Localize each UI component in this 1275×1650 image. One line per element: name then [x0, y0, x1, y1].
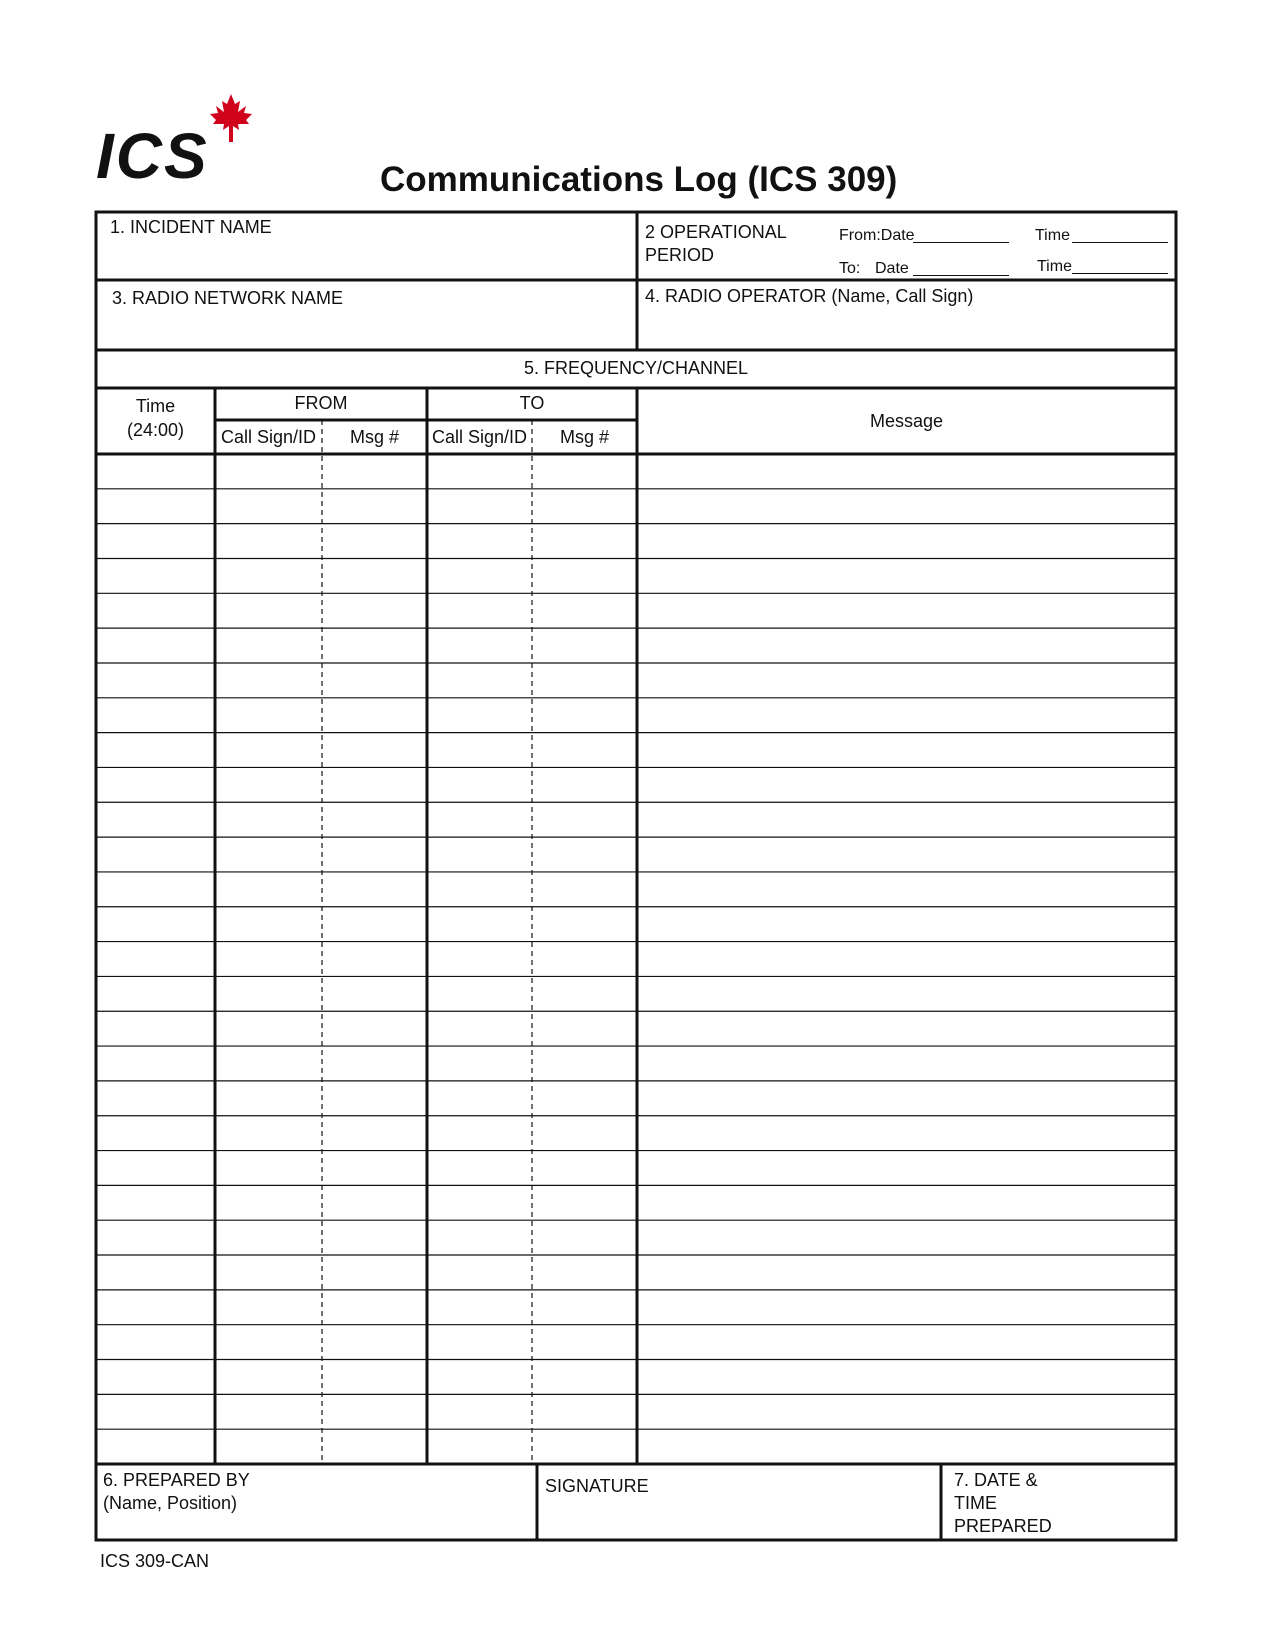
to-call-sign-cell[interactable]	[429, 1327, 530, 1358]
to-msg-num-cell[interactable]	[534, 595, 635, 626]
to-date-label: Date	[875, 260, 909, 277]
to-call-sign-cell[interactable]	[429, 560, 530, 591]
time-cell[interactable]	[98, 1083, 213, 1114]
time-cell[interactable]	[98, 1396, 213, 1427]
from-msg-num-cell[interactable]	[324, 491, 425, 522]
from-msg-num-cell[interactable]	[324, 769, 425, 800]
from-call-sign-cell[interactable]	[217, 1187, 320, 1218]
to-msg-num-cell[interactable]	[534, 909, 635, 940]
radio-operator-field[interactable]	[642, 310, 1172, 346]
from-msg-num-cell[interactable]	[324, 1327, 425, 1358]
to-msg-num-cell[interactable]	[534, 526, 635, 557]
to-call-sign-header: Call Sign/ID	[431, 427, 528, 447]
time-cell[interactable]	[98, 874, 213, 905]
time-cell[interactable]	[98, 909, 213, 940]
time-cell[interactable]	[98, 526, 213, 557]
to-call-sign-cell[interactable]	[429, 630, 530, 661]
logo-text: ICS	[96, 120, 209, 192]
from-call-sign-cell[interactable]	[217, 804, 320, 835]
to-call-sign-cell[interactable]	[429, 665, 530, 696]
message-cell[interactable]	[639, 874, 1173, 905]
from-call-sign-cell[interactable]	[217, 1362, 320, 1393]
from-msg-num-cell[interactable]	[324, 1292, 425, 1323]
maple-leaf-icon	[208, 92, 254, 144]
to-msg-num-cell[interactable]	[534, 1118, 635, 1149]
message-cell[interactable]	[639, 839, 1173, 870]
time-cell[interactable]	[98, 735, 213, 766]
to-msg-num-cell[interactable]	[534, 804, 635, 835]
from-msg-num-cell[interactable]	[324, 1083, 425, 1114]
from-call-sign-cell[interactable]	[217, 665, 320, 696]
from-time-label: Time	[1035, 227, 1070, 244]
from-msg-num-cell[interactable]	[324, 804, 425, 835]
from-header: FROM	[294, 393, 348, 413]
from-msg-num-cell[interactable]	[324, 526, 425, 557]
incident-name-label: 1. INCIDENT NAME	[110, 217, 272, 237]
from-call-sign-cell[interactable]	[217, 1292, 320, 1323]
operational-period-label-line2: PERIOD	[645, 245, 715, 265]
to-date-blank[interactable]	[913, 274, 1009, 276]
to-msg-num-cell[interactable]	[534, 944, 635, 975]
time-cell[interactable]	[98, 1153, 213, 1184]
message-cell[interactable]	[639, 1396, 1173, 1427]
from-call-sign-cell[interactable]	[217, 909, 320, 940]
to-msg-num-cell[interactable]	[534, 839, 635, 870]
message-cell[interactable]	[639, 665, 1173, 696]
time-header: Time	[135, 396, 176, 416]
from-msg-num-cell[interactable]	[324, 1431, 425, 1462]
from-msg-num-cell[interactable]	[324, 1048, 425, 1079]
from-call-sign-header: Call Sign/ID	[220, 427, 317, 447]
to-call-sign-cell[interactable]	[429, 526, 530, 557]
message-cell[interactable]	[639, 560, 1173, 591]
time-cell[interactable]	[98, 1327, 213, 1358]
to-call-sign-cell[interactable]	[429, 1362, 530, 1393]
from-call-sign-cell[interactable]	[217, 700, 320, 731]
to-msg-num-cell[interactable]	[534, 491, 635, 522]
from-date-blank[interactable]	[913, 241, 1009, 243]
message-cell[interactable]	[639, 1118, 1173, 1149]
time-cell[interactable]	[98, 944, 213, 975]
from-msg-num-cell[interactable]	[324, 839, 425, 870]
operational-period-label-line1: 2 OPERATIONAL	[645, 222, 787, 242]
time-cell[interactable]	[98, 839, 213, 870]
message-cell[interactable]	[639, 595, 1173, 626]
from-msg-num-cell[interactable]	[324, 909, 425, 940]
to-call-sign-cell[interactable]	[429, 839, 530, 870]
message-cell[interactable]	[639, 1257, 1173, 1288]
time-cell[interactable]	[98, 978, 213, 1009]
message-cell[interactable]	[639, 491, 1173, 522]
from-msg-num-cell[interactable]	[324, 456, 425, 487]
to-call-sign-cell[interactable]	[429, 874, 530, 905]
to-header: TO	[519, 393, 545, 413]
from-msg-num-cell[interactable]	[324, 1222, 425, 1253]
prepared-by-sublabel: (Name, Position)	[103, 1493, 238, 1513]
to-msg-num-cell[interactable]	[534, 1431, 635, 1462]
from-msg-num-cell[interactable]	[324, 874, 425, 905]
from-msg-num-cell[interactable]	[324, 944, 425, 975]
form-code: ICS 309-CAN	[100, 1551, 210, 1571]
from-msg-num-cell[interactable]	[324, 560, 425, 591]
time-cell[interactable]	[98, 1257, 213, 1288]
to-call-sign-cell[interactable]	[429, 1292, 530, 1323]
to-msg-num-cell[interactable]	[534, 1222, 635, 1253]
to-time-blank[interactable]	[1072, 272, 1168, 274]
message-cell[interactable]	[639, 630, 1173, 661]
radio-network-label: 3. RADIO NETWORK NAME	[112, 288, 344, 308]
message-cell[interactable]	[639, 909, 1173, 940]
time-cell[interactable]	[98, 1431, 213, 1462]
to-msg-num-cell[interactable]	[534, 874, 635, 905]
from-msg-num-cell[interactable]	[324, 1118, 425, 1149]
from-msg-num-cell[interactable]	[324, 735, 425, 766]
to-call-sign-cell[interactable]	[429, 978, 530, 1009]
signature-field[interactable]	[545, 1500, 935, 1536]
to-msg-num-cell[interactable]	[534, 1013, 635, 1044]
to-call-sign-cell[interactable]	[429, 1083, 530, 1114]
to-label: To:	[839, 260, 861, 277]
from-msg-num-cell[interactable]	[324, 978, 425, 1009]
from-msg-num-cell[interactable]	[324, 665, 425, 696]
from-call-sign-cell[interactable]	[217, 560, 320, 591]
ics-logo	[96, 92, 266, 192]
from-msg-num-cell[interactable]	[324, 595, 425, 626]
from-call-sign-cell[interactable]	[217, 1257, 320, 1288]
to-call-sign-cell[interactable]	[429, 595, 530, 626]
to-msg-num-cell[interactable]	[534, 1083, 635, 1114]
time-cell[interactable]	[98, 1118, 213, 1149]
time-cell[interactable]	[98, 1222, 213, 1253]
from-msg-num-cell[interactable]	[324, 630, 425, 661]
signature-label: SIGNATURE	[545, 1476, 649, 1496]
to-msg-num-cell[interactable]	[534, 1327, 635, 1358]
from-call-sign-cell[interactable]	[217, 1222, 320, 1253]
from-call-sign-cell[interactable]	[217, 1083, 320, 1114]
from-msg-num-cell[interactable]	[324, 1362, 425, 1393]
from-call-sign-cell[interactable]	[217, 1013, 320, 1044]
to-call-sign-cell[interactable]	[429, 909, 530, 940]
message-cell[interactable]	[639, 1153, 1173, 1184]
to-call-sign-cell[interactable]	[429, 1257, 530, 1288]
from-msg-num-cell[interactable]	[324, 1396, 425, 1427]
to-msg-num-cell[interactable]	[534, 735, 635, 766]
message-cell[interactable]	[639, 1292, 1173, 1323]
time-cell[interactable]	[98, 1362, 213, 1393]
from-msg-num-cell[interactable]	[324, 1013, 425, 1044]
time-cell[interactable]	[98, 665, 213, 696]
date-time-prepared-label-2: TIME	[954, 1493, 997, 1513]
message-cell[interactable]	[639, 1013, 1173, 1044]
to-msg-num-header: Msg #	[559, 427, 610, 447]
date-time-prepared-label-3: PREPARED	[954, 1516, 1052, 1536]
time-cell[interactable]	[98, 1048, 213, 1079]
to-call-sign-cell[interactable]	[429, 1118, 530, 1149]
from-call-sign-cell[interactable]	[217, 944, 320, 975]
from-msg-num-cell[interactable]	[324, 1257, 425, 1288]
to-msg-num-cell[interactable]	[534, 560, 635, 591]
message-cell[interactable]	[639, 735, 1173, 766]
time-cell[interactable]	[98, 1013, 213, 1044]
time-cell[interactable]	[98, 804, 213, 835]
time-cell[interactable]	[98, 1187, 213, 1218]
to-call-sign-cell[interactable]	[429, 1187, 530, 1218]
message-cell[interactable]	[639, 944, 1173, 975]
from-call-sign-cell[interactable]	[217, 874, 320, 905]
from-msg-num-cell[interactable]	[324, 1153, 425, 1184]
time-cell[interactable]	[98, 491, 213, 522]
to-msg-num-cell[interactable]	[534, 769, 635, 800]
to-call-sign-cell[interactable]	[429, 700, 530, 731]
time-cell[interactable]	[98, 769, 213, 800]
from-date-label: From:Date	[839, 227, 915, 244]
time-cell[interactable]	[98, 630, 213, 661]
to-call-sign-cell[interactable]	[429, 1153, 530, 1184]
radio-network-field[interactable]	[100, 310, 630, 346]
time-cell[interactable]	[98, 560, 213, 591]
radio-operator-label: 4. RADIO OPERATOR (Name, Call Sign)	[645, 286, 974, 306]
from-call-sign-cell[interactable]	[217, 1396, 320, 1427]
message-cell[interactable]	[639, 978, 1173, 1009]
to-msg-num-cell[interactable]	[534, 1187, 635, 1218]
from-call-sign-cell[interactable]	[217, 839, 320, 870]
from-msg-num-cell[interactable]	[324, 1187, 425, 1218]
page-title: Communications Log (ICS 309)	[380, 160, 898, 199]
time-cell[interactable]	[98, 700, 213, 731]
prepared-by-label: 6. PREPARED BY	[103, 1470, 250, 1490]
time-format-header: (24:00)	[126, 420, 185, 440]
to-msg-num-cell[interactable]	[534, 1292, 635, 1323]
date-time-prepared-label-1: 7. DATE &	[954, 1470, 1038, 1490]
date-time-prepared-field[interactable]	[1040, 1470, 1170, 1534]
time-cell[interactable]	[98, 456, 213, 487]
message-cell[interactable]	[639, 526, 1173, 557]
to-call-sign-cell[interactable]	[429, 769, 530, 800]
to-call-sign-cell[interactable]	[429, 804, 530, 835]
message-cell[interactable]	[639, 1083, 1173, 1114]
from-call-sign-cell[interactable]	[217, 735, 320, 766]
to-msg-num-cell[interactable]	[534, 1257, 635, 1288]
message-cell[interactable]	[639, 700, 1173, 731]
from-call-sign-cell[interactable]	[217, 630, 320, 661]
from-call-sign-cell[interactable]	[217, 456, 320, 487]
to-call-sign-cell[interactable]	[429, 1396, 530, 1427]
message-header: Message	[869, 411, 944, 431]
frequency-channel-label: 5. FREQUENCY/CHANNEL	[523, 358, 749, 378]
from-call-sign-cell[interactable]	[217, 769, 320, 800]
to-msg-num-cell[interactable]	[534, 1153, 635, 1184]
to-call-sign-cell[interactable]	[429, 1048, 530, 1079]
message-cell[interactable]	[639, 1327, 1173, 1358]
from-call-sign-cell[interactable]	[217, 491, 320, 522]
message-cell[interactable]	[639, 804, 1173, 835]
from-call-sign-cell[interactable]	[217, 526, 320, 557]
to-msg-num-cell[interactable]	[534, 700, 635, 731]
message-cell[interactable]	[639, 1222, 1173, 1253]
to-call-sign-cell[interactable]	[429, 456, 530, 487]
to-msg-num-cell[interactable]	[534, 1396, 635, 1427]
to-msg-num-cell[interactable]	[534, 456, 635, 487]
message-cell[interactable]	[639, 1187, 1173, 1218]
to-time-label: Time	[1037, 258, 1072, 275]
to-msg-num-cell[interactable]	[534, 665, 635, 696]
to-call-sign-cell[interactable]	[429, 944, 530, 975]
from-call-sign-cell[interactable]	[217, 1431, 320, 1462]
from-time-blank[interactable]	[1072, 241, 1168, 243]
from-msg-num-header: Msg #	[349, 427, 400, 447]
from-call-sign-cell[interactable]	[217, 978, 320, 1009]
incident-name-field[interactable]	[100, 240, 630, 276]
to-msg-num-cell[interactable]	[534, 1362, 635, 1393]
from-msg-num-cell[interactable]	[324, 700, 425, 731]
to-msg-num-cell[interactable]	[534, 978, 635, 1009]
message-cell[interactable]	[639, 1362, 1173, 1393]
time-cell[interactable]	[98, 1292, 213, 1323]
to-msg-num-cell[interactable]	[534, 630, 635, 661]
to-call-sign-cell[interactable]	[429, 1431, 530, 1462]
prepared-by-field[interactable]	[250, 1470, 530, 1534]
from-call-sign-cell[interactable]	[217, 1048, 320, 1079]
to-msg-num-cell[interactable]	[534, 1048, 635, 1079]
from-call-sign-cell[interactable]	[217, 1327, 320, 1358]
to-call-sign-cell[interactable]	[429, 1013, 530, 1044]
to-call-sign-cell[interactable]	[429, 1222, 530, 1253]
from-call-sign-cell[interactable]	[217, 1118, 320, 1149]
time-cell[interactable]	[98, 595, 213, 626]
to-call-sign-cell[interactable]	[429, 491, 530, 522]
message-cell[interactable]	[639, 769, 1173, 800]
message-cell[interactable]	[639, 456, 1173, 487]
to-call-sign-cell[interactable]	[429, 735, 530, 766]
message-cell[interactable]	[639, 1431, 1173, 1462]
from-call-sign-cell[interactable]	[217, 595, 320, 626]
from-call-sign-cell[interactable]	[217, 1153, 320, 1184]
message-cell[interactable]	[639, 1048, 1173, 1079]
